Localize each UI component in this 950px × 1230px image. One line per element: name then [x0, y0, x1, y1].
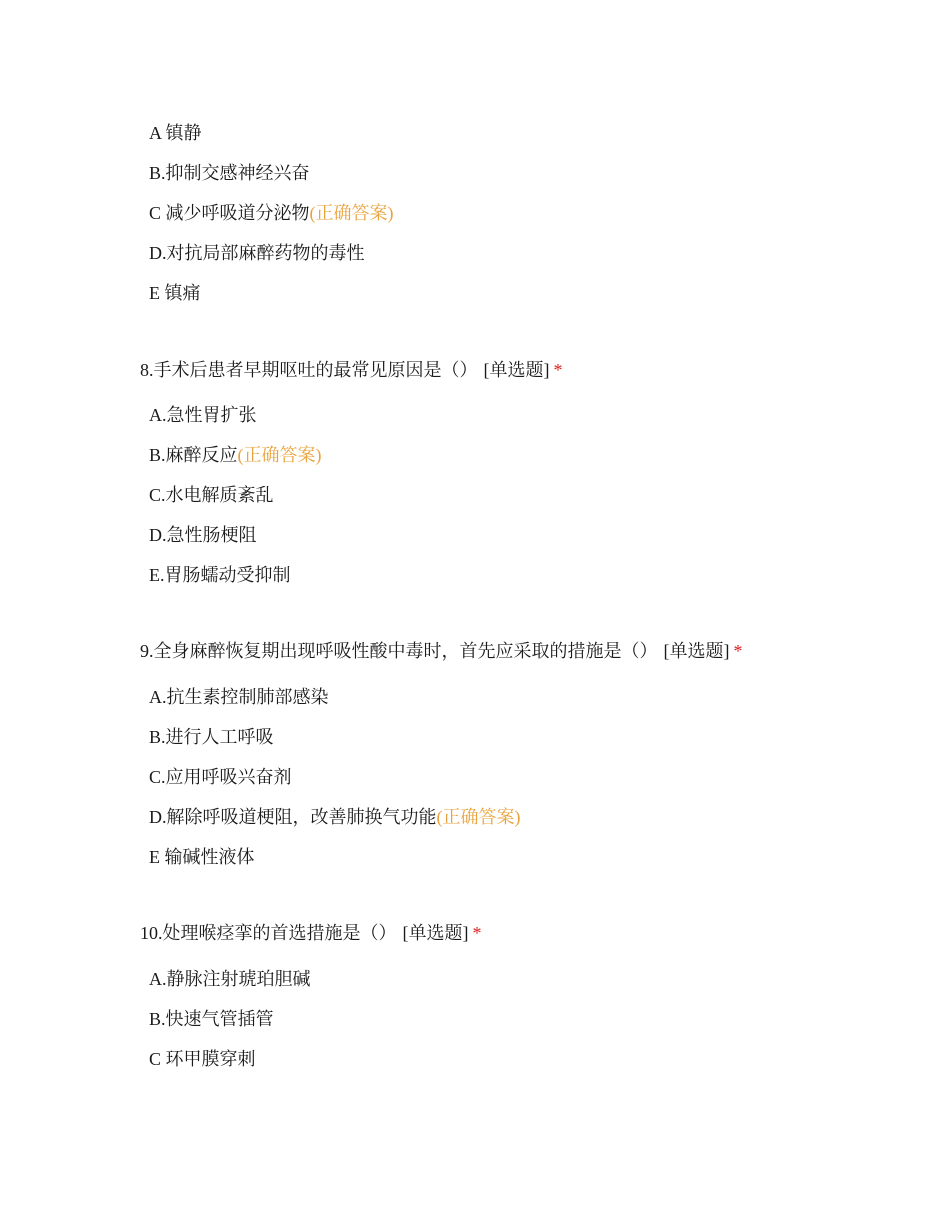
q8-option-e — [149, 563, 291, 587]
q10-title-text: 10.处理喉痉挛的首选措施是（） — [140, 923, 397, 943]
q8-option-e-text: E.胃肠蠕动受抑制 — [149, 565, 291, 585]
q7-option-d-text: D.对抗局部麻醉药物的毒性 — [149, 243, 365, 263]
q9-option-b — [149, 725, 274, 749]
q8-option-b — [149, 443, 322, 467]
required-asterisk: * — [553, 360, 563, 380]
q9-option-a — [149, 685, 329, 709]
q9-option-e — [149, 845, 255, 869]
q7-option-e-text: E 镇痛 — [149, 283, 201, 303]
correct-answer-tag: (正确答案) — [436, 807, 521, 827]
q7-option-d — [149, 241, 365, 265]
q8-type-label: [单选题] — [483, 360, 550, 380]
q7-option-b — [149, 161, 310, 185]
q9-title-text: 9.全身麻醉恢复期出现呼吸性酸中毒时，首先应采取的措施是（） — [140, 641, 658, 661]
q10-title — [140, 921, 482, 945]
q10-type-label: [单选题] — [402, 923, 469, 943]
q10-option-b — [149, 1007, 274, 1031]
q7-option-b-text: B.抑制交感神经兴奋 — [149, 163, 310, 183]
q7-option-c — [149, 201, 394, 225]
correct-answer-tag: (正确答案) — [237, 445, 322, 465]
q8-option-a-text: A.急性胃扩张 — [149, 405, 257, 425]
required-asterisk: * — [472, 923, 482, 943]
q7-option-a — [149, 121, 202, 145]
q10-option-a — [149, 967, 311, 991]
q8-option-b-text: B.麻醉反应 — [149, 445, 238, 465]
q7-option-e — [149, 281, 201, 305]
q9-option-d — [149, 805, 521, 829]
q10-option-a-text: A.静脉注射琥珀胆碱 — [149, 969, 311, 989]
q9-option-b-text: B.进行人工呼吸 — [149, 727, 274, 747]
q8-title — [140, 358, 563, 382]
q9-type-label: [单选题] — [663, 641, 730, 661]
q8-option-d-text: D.急性肠梗阻 — [149, 525, 257, 545]
q8-title-text: 8.手术后患者早期呕吐的最常见原因是（） — [140, 360, 478, 380]
q10-option-c-text: C 环甲膜穿刺 — [149, 1049, 256, 1069]
q8-option-c-text: C.水电解质紊乱 — [149, 485, 274, 505]
q10-option-b-text: B.快速气管插管 — [149, 1009, 274, 1029]
q8-option-c — [149, 483, 274, 507]
q9-option-e-text: E 输碱性液体 — [149, 847, 255, 867]
q10-option-c — [149, 1047, 256, 1071]
q9-title — [140, 639, 743, 663]
q9-option-c — [149, 765, 292, 789]
required-asterisk: * — [733, 641, 743, 661]
correct-answer-tag: (正确答案) — [309, 203, 394, 223]
q9-option-d-text: D.解除呼吸道梗阻，改善肺换气功能 — [149, 807, 437, 827]
q8-option-d — [149, 523, 257, 547]
q8-option-a — [149, 403, 257, 427]
q7-option-c-text: C 减少呼吸道分泌物 — [149, 203, 310, 223]
q9-option-a-text: A.抗生素控制肺部感染 — [149, 687, 329, 707]
q9-option-c-text: C.应用呼吸兴奋剂 — [149, 767, 292, 787]
q7-option-a-text: A 镇静 — [149, 123, 202, 143]
